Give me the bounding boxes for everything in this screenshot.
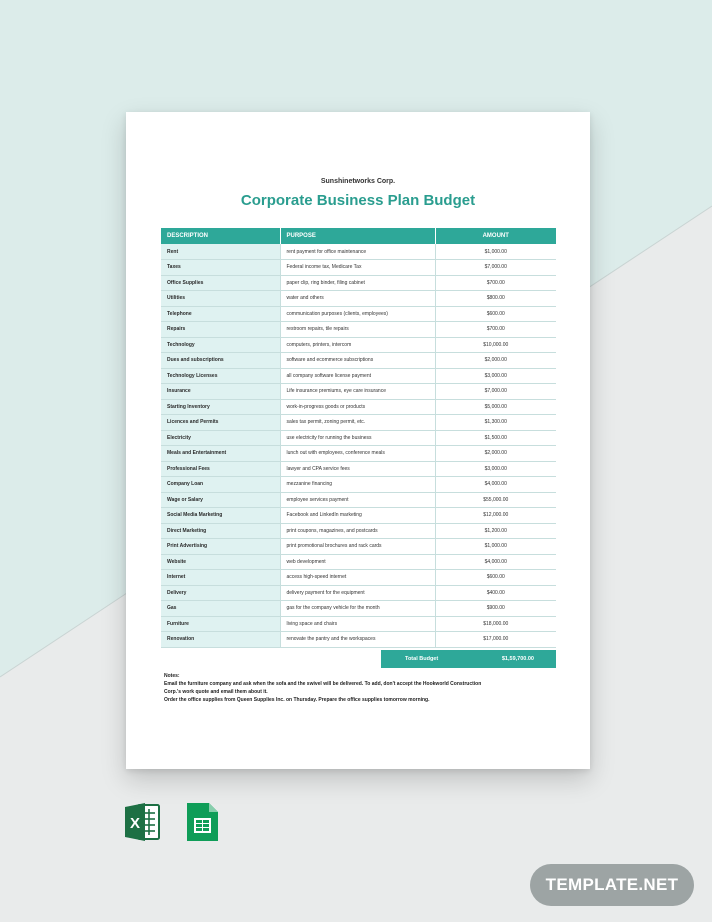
row-purpose: Life insurance premiums, eye care insurance (280, 384, 435, 400)
row-amount: $12,000.00 (435, 508, 556, 524)
table-row (161, 616, 556, 632)
row-purpose: software and ecommerce subscriptions (280, 353, 435, 369)
row-purpose: computers, printers, intercom (280, 337, 435, 353)
row-purpose: use electricity for running the business (280, 430, 435, 446)
row-description: Company Loan (161, 477, 280, 493)
row-purpose: print coupons, magazines, and postcards (280, 523, 435, 539)
row-purpose: paper clip, ring binder, filing cabinet (280, 275, 435, 291)
row-purpose: print promotional brochures and rack cards (280, 539, 435, 555)
google-sheets-icon (185, 801, 221, 843)
row-description: Technology (161, 337, 280, 353)
row-purpose: delivery payment for the equipment (280, 585, 435, 601)
column-header-description: DESCRIPTION (161, 228, 280, 244)
table-row (161, 492, 556, 508)
table-row (161, 368, 556, 384)
table-row (161, 260, 556, 276)
table-row (161, 322, 556, 338)
row-description: Professional Fees (161, 461, 280, 477)
row-amount: $2,000.00 (435, 446, 556, 462)
row-amount: $400.00 (435, 585, 556, 601)
row-description: Website (161, 554, 280, 570)
table-row (161, 275, 556, 291)
row-description: Insurance (161, 384, 280, 400)
template-net-watermark: TEMPLATE.NET (530, 864, 694, 906)
row-amount: $1,000.00 (435, 244, 556, 260)
row-purpose: lunch out with employees, conference meals (280, 446, 435, 462)
row-description: Print Advertising (161, 539, 280, 555)
row-amount: $1,300.00 (435, 415, 556, 431)
table-row (161, 306, 556, 322)
row-purpose: work-in-progress goods or products (280, 399, 435, 415)
table-row (161, 461, 556, 477)
row-amount: $55,000.00 (435, 492, 556, 508)
row-description: Gas (161, 601, 280, 617)
row-purpose: restroom repairs, tile repairs (280, 322, 435, 338)
row-description: Starting Inventory (161, 399, 280, 415)
column-header-amount: AMOUNT (435, 228, 556, 244)
row-description: Utilities (161, 291, 280, 307)
row-amount: $4,000.00 (435, 554, 556, 570)
row-amount: $3,000.00 (435, 368, 556, 384)
row-amount: $4,000.00 (435, 477, 556, 493)
row-description: Social Media Marketing (161, 508, 280, 524)
row-description: Telephone (161, 306, 280, 322)
table-header-row (161, 228, 556, 244)
total-budget-bar (381, 650, 556, 668)
row-amount: $1,000.00 (435, 539, 556, 555)
row-amount: $800.00 (435, 291, 556, 307)
table-row (161, 477, 556, 493)
row-purpose: Facebook and LinkedIn marketing (280, 508, 435, 524)
table-row (161, 337, 556, 353)
note-line: Corp.'s work quote and email them about it. (164, 689, 268, 695)
table-row (161, 415, 556, 431)
table-row (161, 430, 556, 446)
row-purpose: water and others (280, 291, 435, 307)
note-line: Email the furniture company and ask when the sofa and the swivel will be delivered. To add, don't accept the Hookworld Construction (164, 681, 482, 687)
row-amount: $1,200.00 (435, 523, 556, 539)
row-description: Wage or Salary (161, 492, 280, 508)
row-description: Taxes (161, 260, 280, 276)
budget-table (161, 228, 556, 648)
row-purpose: mezzanine financing (280, 477, 435, 493)
row-purpose: living space and chairs (280, 616, 435, 632)
row-description: Direct Marketing (161, 523, 280, 539)
row-description: Internet (161, 570, 280, 586)
table-body (161, 244, 556, 647)
row-amount: $1,500.00 (435, 430, 556, 446)
row-purpose: access high-speed internet (280, 570, 435, 586)
table-row (161, 353, 556, 369)
row-amount: $10,000.00 (435, 337, 556, 353)
row-description: Renovation (161, 632, 280, 648)
row-amount: $5,000.00 (435, 399, 556, 415)
table-row (161, 399, 556, 415)
row-description: Delivery (161, 585, 280, 601)
table-row (161, 539, 556, 555)
table-row (161, 554, 556, 570)
row-description: Office Supplies (161, 275, 280, 291)
row-description: Technology Licenses (161, 368, 280, 384)
row-amount: $700.00 (435, 322, 556, 338)
table-row (161, 523, 556, 539)
row-amount: $7,000.00 (435, 260, 556, 276)
row-purpose: renovate the pantry and the workspaces (280, 632, 435, 648)
row-purpose: lawyer and CPA service fees (280, 461, 435, 477)
column-header-purpose: PURPOSE (280, 228, 435, 244)
document-title: Corporate Business Plan Budget (240, 192, 476, 209)
total-budget-value: $1,59,700.00 (501, 656, 534, 662)
row-amount: $900.00 (435, 601, 556, 617)
table-row (161, 585, 556, 601)
row-purpose: all company software license payment (280, 368, 435, 384)
company-name: Sunshinetworks Corp. (320, 178, 396, 185)
excel-icon (125, 801, 161, 843)
row-purpose: web development (280, 554, 435, 570)
budget-document-page (126, 112, 590, 769)
row-description: Furniture (161, 616, 280, 632)
notes-section (164, 672, 556, 704)
row-amount: $600.00 (435, 570, 556, 586)
row-description: Rent (161, 244, 280, 260)
row-amount: $3,000.00 (435, 461, 556, 477)
table-row (161, 632, 556, 648)
notes-title: Notes: (164, 673, 180, 679)
row-description: Meals and Entertainment (161, 446, 280, 462)
row-amount: $17,000.00 (435, 632, 556, 648)
row-purpose: rent payment for office maintenance (280, 244, 435, 260)
row-purpose: communication purposes (clients, employees) (280, 306, 435, 322)
table-row (161, 291, 556, 307)
table-row (161, 601, 556, 617)
total-budget-label: Total Budget (405, 656, 439, 662)
row-description: Licences and Permits (161, 415, 280, 431)
note-line: Order the office supplies from Queen Supplies Inc. on Thursday. Prepare the office supplies tomorrow morning. (164, 697, 430, 703)
row-purpose: gas for the company vehicle for the month (280, 601, 435, 617)
row-description: Repairs (161, 322, 280, 338)
row-description: Dues and subscriptions (161, 353, 280, 369)
table-row (161, 508, 556, 524)
row-amount: $18,000.00 (435, 616, 556, 632)
row-purpose: employee services payment (280, 492, 435, 508)
table-row (161, 384, 556, 400)
row-amount: $2,000.00 (435, 353, 556, 369)
row-purpose: Federal income tax, Medicare Tax (280, 260, 435, 276)
row-amount: $7,000.00 (435, 384, 556, 400)
row-description: Electricity (161, 430, 280, 446)
svg-text:X: X (129, 815, 141, 832)
table-row (161, 244, 556, 260)
row-amount: $700.00 (435, 275, 556, 291)
table-row (161, 570, 556, 586)
table-row (161, 446, 556, 462)
row-amount: $600.00 (435, 306, 556, 322)
row-purpose: sales tax permit, zoning permit, etc. (280, 415, 435, 431)
